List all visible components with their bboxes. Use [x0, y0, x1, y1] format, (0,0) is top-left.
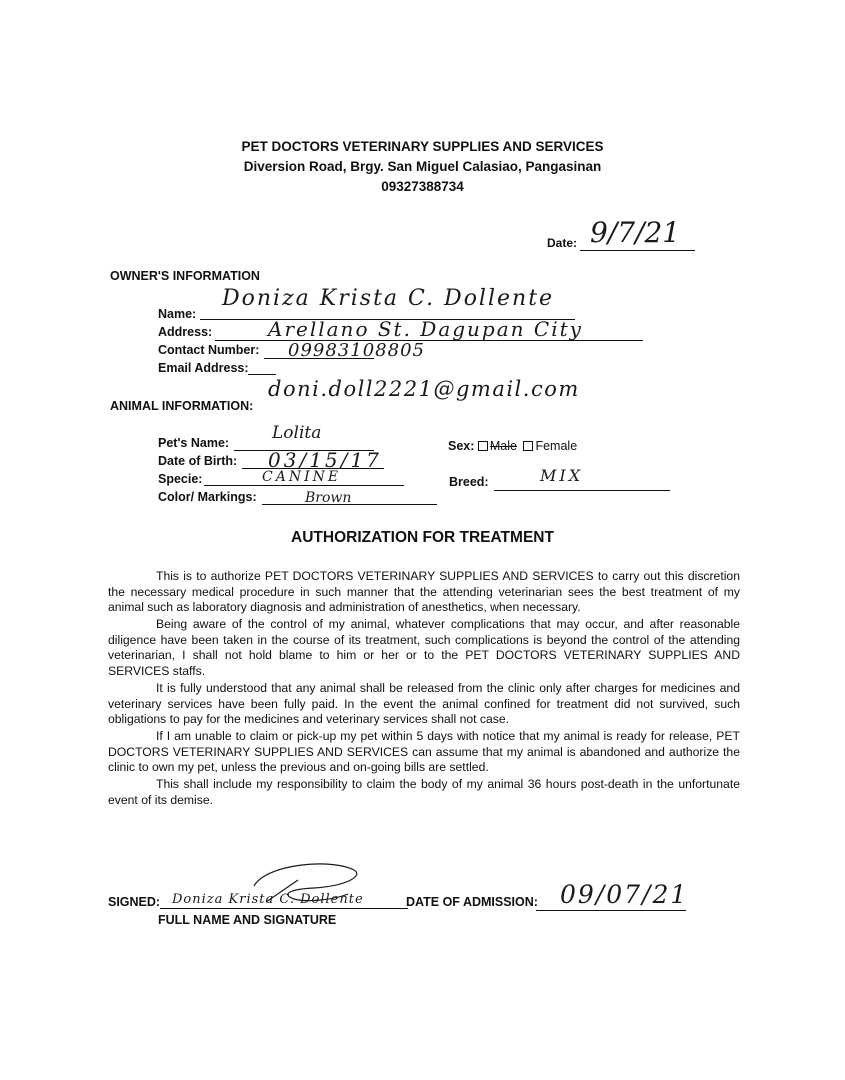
- pet-name-value[interactable]: Lolita: [272, 423, 322, 443]
- owner-name-value[interactable]: Doniza Krista C. Dollente: [222, 286, 555, 311]
- breed-label: Breed:: [449, 475, 489, 489]
- owner-email-line: [248, 374, 276, 375]
- specie-label: Specie:: [158, 472, 203, 486]
- authorization-paragraph: It is fully understood that any animal shall be released from the clinic only after charges for medicines and veterinary services have been fully paid. In the event the animal confined for treatment did not survived, such obligations to pay for the medicines and veterinary services shall not case.: [108, 680, 740, 727]
- admission-line: [536, 910, 686, 911]
- female-checkbox[interactable]: [523, 441, 533, 451]
- specie-value[interactable]: CANINE: [262, 469, 342, 485]
- breed-line: [494, 490, 670, 491]
- sex-label: Sex:: [448, 439, 475, 453]
- authorization-title: AUTHORIZATION FOR TREATMENT: [291, 529, 554, 546]
- female-option: Female: [535, 439, 578, 453]
- authorization-paragraph: If I am unable to claim or pick-up my pet within 5 days with notice that my animal is ready for release, PET DOCTORS VETERINARY SUPPLIES AND SERVICES can assume that my animal is abandoned and authorize the clinic to own my pet, unless the previous and on-going bills are settled.: [108, 729, 740, 775]
- sex-field: [448, 439, 577, 453]
- male-checkbox[interactable]: [478, 441, 488, 451]
- owner-name-label: Name:: [158, 307, 197, 321]
- authorization-paragraph: This shall include my responsibility to claim the body of my animal 36 hours post-death in the unfortunate event of its demise.: [108, 777, 740, 807]
- dob-label: Date of Birth:: [158, 454, 238, 468]
- owner-address-value[interactable]: Arellano St. Dagupan City: [268, 317, 583, 341]
- authorization-body: [108, 569, 740, 810]
- admission-value[interactable]: 09/07/21: [560, 880, 689, 909]
- company-phone: 09327388734: [381, 179, 464, 194]
- signature-scribble: [236, 856, 376, 916]
- date-value[interactable]: 9/7/21: [590, 216, 681, 249]
- signed-label: SIGNED:: [108, 895, 161, 909]
- breed-value[interactable]: MIX: [540, 466, 584, 485]
- specie-line: [204, 485, 404, 486]
- authorization-paragraph: This is to authorize PET DOCTORS VETERINARY SUPPLIES AND SERVICES to carry out this discretion the necessary medical procedure in such manner that the attending veterinarian sees the best treatment of my animal such as laboratory diagnosis and administration of anesthetics, when necessary.: [108, 569, 740, 615]
- full-name-label: FULL NAME AND SIGNATURE: [158, 913, 337, 927]
- signed-value[interactable]: Doniza Krista C. Dollente: [172, 892, 364, 907]
- dob-value[interactable]: 03/15/17: [268, 448, 382, 472]
- date-label: Date:: [547, 236, 578, 250]
- company-name: PET DOCTORS VETERINARY SUPPLIES AND SERVICES: [241, 139, 604, 154]
- owner-email-label: Email Address:: [158, 361, 249, 375]
- authorization-paragraph: Being aware of the control of my animal, whatever complications that may occur, and after reasonable diligence have been taken in the course of its treatment, such complications is beyond the control of the attending veterinarian, I shall not hold blame to him or her or to the PET DOCTORS VETERINARY SUPPLIES AND SERVICES staffs.: [108, 617, 740, 678]
- animal-section-title: ANIMAL INFORMATION:: [110, 399, 254, 413]
- company-address: Diversion Road, Brgy. San Miguel Calasiao, Pangasinan: [243, 159, 602, 174]
- pet-name-label: Pet's Name:: [158, 436, 230, 450]
- male-option: Male: [489, 439, 517, 453]
- owner-email-value[interactable]: doni.doll2221@gmail.com: [268, 377, 580, 401]
- owner-contact-value[interactable]: 09983108805: [288, 340, 425, 361]
- owner-contact-label: Contact Number:: [158, 343, 260, 357]
- owner-address-label: Address:: [158, 325, 213, 339]
- owner-section-title: OWNER'S INFORMATION: [110, 269, 260, 283]
- admission-label: DATE OF ADMISSION:: [406, 895, 538, 909]
- color-label: Color/ Markings:: [158, 490, 257, 504]
- date-line: [580, 250, 695, 251]
- color-value[interactable]: Brown: [305, 490, 352, 506]
